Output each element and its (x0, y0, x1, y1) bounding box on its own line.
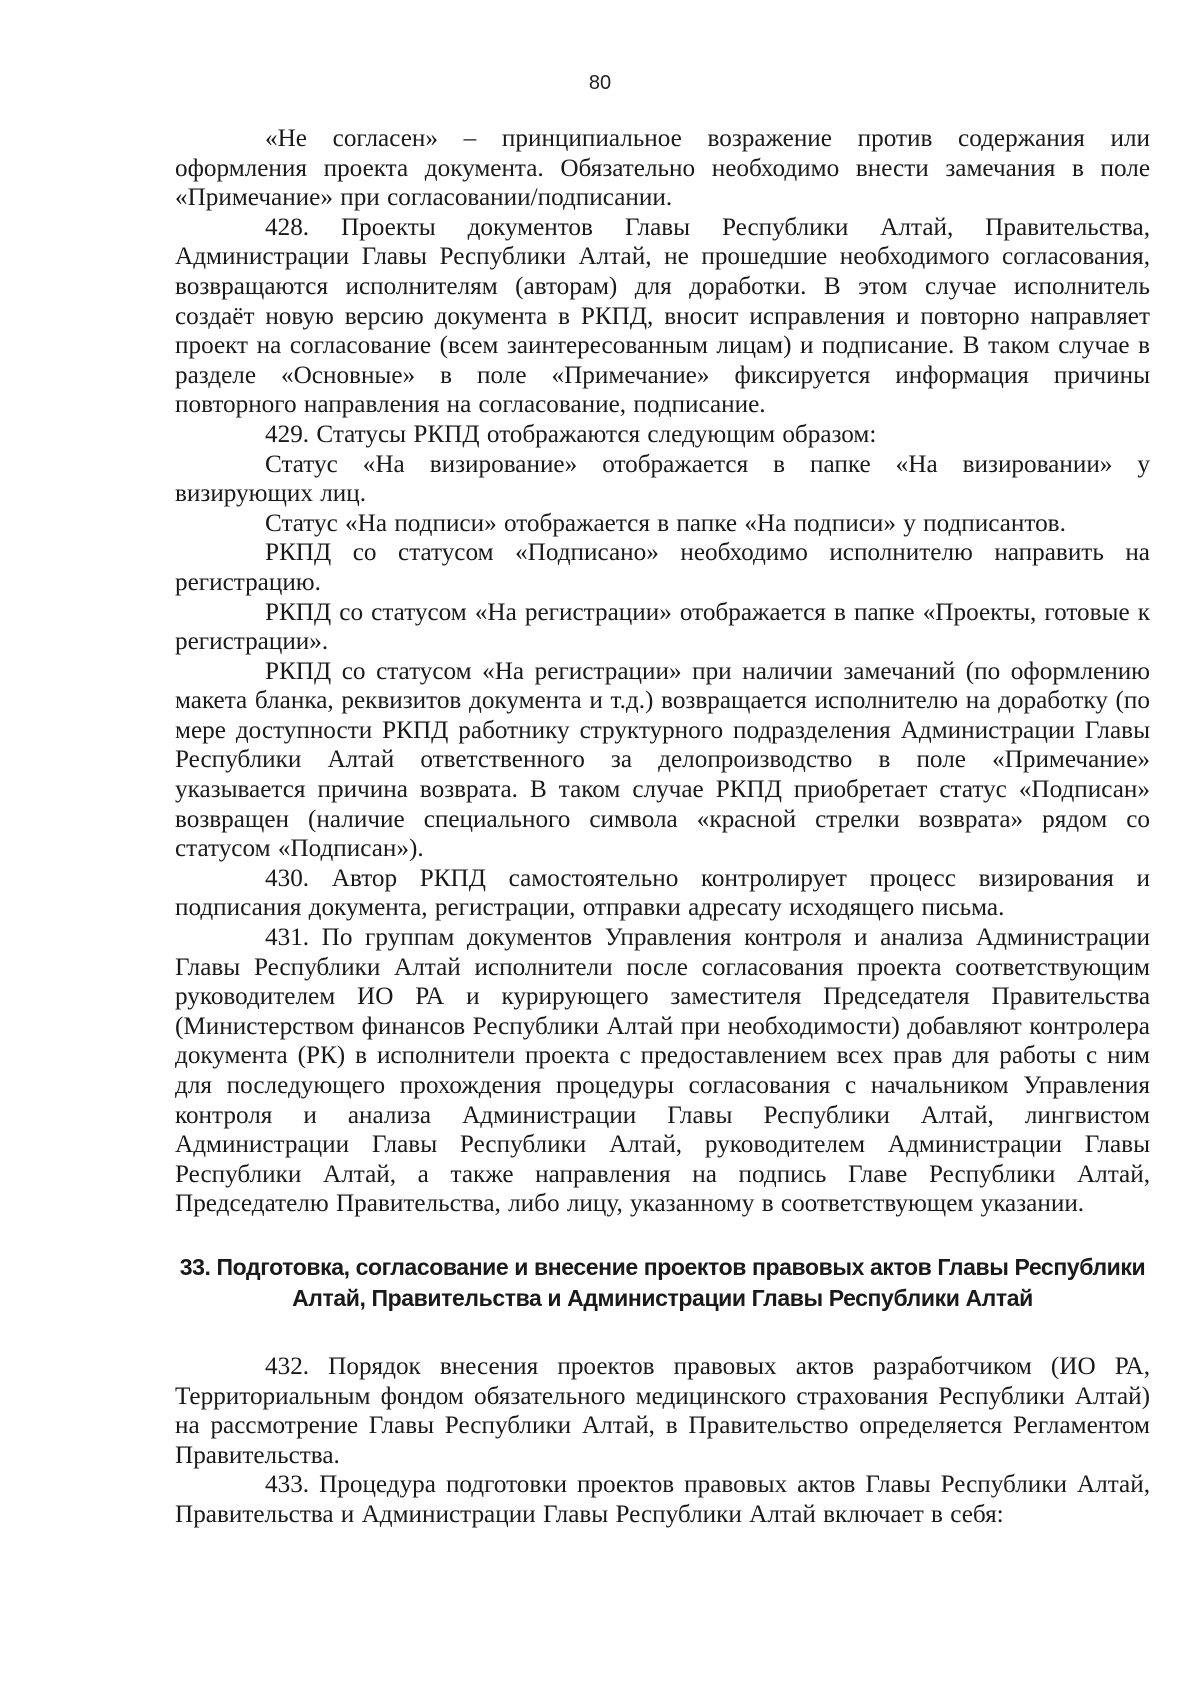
paragraph-status-registration: РКПД со статусом «На регистрации» отображается в папке «Проекты, готовые к регистрации». (175, 598, 1150, 656)
document-body (175, 124, 1150, 1530)
page-number: 80 (588, 72, 612, 94)
paragraph-registration-remarks: РКПД со статусом «На регистрации» при наличии замечаний (по оформлению макета бланка, реквизитов документа и т.д.) возвращается исполнителю на доработку (по мере доступности РКПД работнику структурного подразделения Администрации Главы Республики Алтай ответственного за делопроизводство в поле «Примечание» указывается причина возврата. В таком случае РКПД приобретает статус «Подписан» возвращен (наличие специального символа «красной стрелки возврата» рядом со статусом «Подписан»). (175, 657, 1150, 863)
paragraph-431: 431. По группам документов Управления контроля и анализа Администрации Главы Республики Алтай исполнители после согласования проекта соответствующим руководителем ИО РА и курирующего заместителя Председателя Правительства (Министерством финансов Республики Алтай при необходимости) добавляют контролера документа (РК) в исполнители проекта с предоставлением всех прав для работы с ним для последующего прохождения процедуры согласования с начальником Управления контроля и анализа Администрации Главы Республики Алтай, лингвистом Администрации Главы Республики Алтай, руководителем Администрации Главы Республики Алтай, а также направления на подпись Главе Республики Алтай, Председателю Правительства, либо лицу, указанному в соответствующем указании. (175, 924, 1150, 1218)
paragraph-429: 429. Статусы РКПД отображаются следующим образом: (265, 420, 877, 448)
paragraph-status-podpisi: Статус «На подписи» отображается в папке «На подписи» у подписантов. (265, 509, 1066, 537)
paragraph-430: 430. Автор РКПД самостоятельно контролирует процесс визирования и подписания документа, регистрации, отправки адресату исходящего письма. (175, 864, 1150, 922)
paragraph-432: 432. Порядок внесения проектов правовых актов разработчиком (ИО РА, Территориальным фондом обязательного медицинского страхования Республики Алтай) на рассмотрение Главы Республики Алтай, в Правительство определяется Регламентом Правительства. (175, 1352, 1150, 1469)
paragraph-status-vizirovanie: Статус «На визирование» отображается в папке «На визировании» у визирующих лиц. (175, 450, 1150, 508)
paragraph-428: 428. Проекты документов Главы Республики Алтай, Правительства, Администрации Главы Республики Алтай, не прошедшие необходимого согласования, возвращаются исполнителям (авторам) для доработки. В этом случае исполнитель создаёт новую версию документа в РКПД, вносит исправления и повторно направляет проект на согласование (всем заинтересованным лицам) и подписание. В таком случае в разделе «Основные» в поле «Примечание» фиксируется информация причины повторного направления на согласование, подписание. (175, 213, 1150, 419)
paragraph-not-agreed: «Не согласен» – принципиальное возражение против содержания или оформления проекта документа. Обязательно необходимо внести замечания в поле «Примечание» при согласовании/подписании. (175, 125, 1150, 212)
paragraph-status-podpisano: РКПД со статусом «Подписано» необходимо исполнителю направить на регистрацию. (175, 539, 1150, 596)
paragraph-433: 433. Процедура подготовки проектов правовых актов Главы Республики Алтай, Правительства и Администрации Главы Республики Алтай включает в себя: (175, 1471, 1150, 1528)
section-heading-33: 33. Подготовка, согласование и внесение проектов правовых актов Главы Республики Алтай, Правительства и Администрации Главы Республики Алтай (179, 1253, 1146, 1311)
